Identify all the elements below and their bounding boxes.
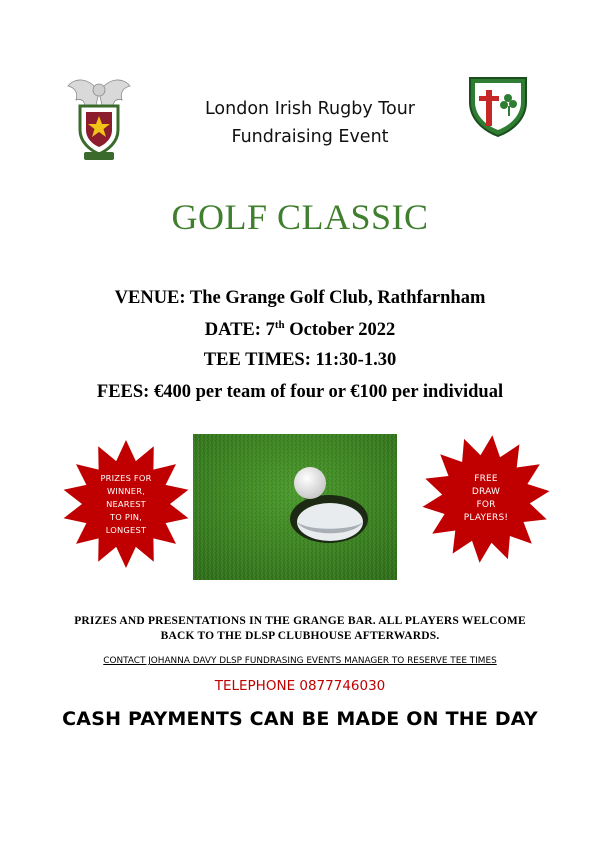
date-suffix: th: [274, 319, 285, 331]
left-star-line: PRIZES FOR: [100, 472, 152, 483]
right-star-line: PLAYERS!: [463, 513, 509, 523]
free-draw-starburst: [420, 433, 552, 565]
date-label: DATE:: [204, 320, 261, 341]
left-star-line: NEAREST: [106, 498, 146, 509]
london-irish-crest-logo: [464, 72, 532, 140]
left-star-line: LONGEST: [105, 524, 147, 535]
right-star-line: FOR: [476, 500, 496, 510]
tee-label: TEE TIMES:: [203, 350, 311, 370]
prizes-line-1: PRIZES AND PRESENTATIONS IN THE GRANGE BAR. ALL PLAYERS WELCOME: [74, 615, 526, 627]
right-star-line: FREE: [474, 474, 498, 484]
contact-line: CONTACT JOHANNA DAVY DLSP FUNDRASING EVENTS MANAGER TO RESERVE TEE TIMES: [103, 656, 497, 666]
prizes-announcement: [40, 614, 560, 644]
tee-value: 11:30-1.30: [310, 350, 397, 370]
prizes-line-2: BACK TO THE DLSP CLUBHOUSE AFTERWARDS.: [160, 630, 440, 642]
dlsp-crest-logo: [66, 72, 132, 162]
right-star-line: DRAW: [471, 487, 501, 497]
venue-label: VENUE:: [114, 288, 186, 308]
tee-times-line: [0, 350, 600, 371]
event-header: [150, 95, 470, 151]
left-star-line: TO PIN,: [110, 511, 142, 522]
prizes-starburst: [60, 438, 192, 570]
header-line-1: London Irish Rugby Tour: [204, 99, 415, 119]
date-line: [0, 319, 600, 341]
venue-line: [0, 288, 600, 309]
venue-value: The Grange Golf Club, Rathfarnham: [185, 288, 486, 308]
header-line-2: Fundraising Event: [231, 127, 389, 147]
left-star-line: WINNER,: [106, 485, 146, 496]
date-day: 7: [260, 320, 275, 341]
fees-label: FEES:: [96, 382, 150, 402]
event-title: GOLF CLASSIC: [171, 197, 429, 237]
telephone-line: TELEPHONE 0877746030: [214, 678, 386, 694]
date-rest: October 2022: [284, 320, 396, 341]
cash-payments-line: CASH PAYMENTS CAN BE MADE ON THE DAY: [62, 708, 538, 730]
fees-value: €400 per team of four or €100 per individual: [149, 382, 504, 402]
golf-ball-on-hole-image: [193, 434, 397, 580]
fees-line: [0, 382, 600, 403]
